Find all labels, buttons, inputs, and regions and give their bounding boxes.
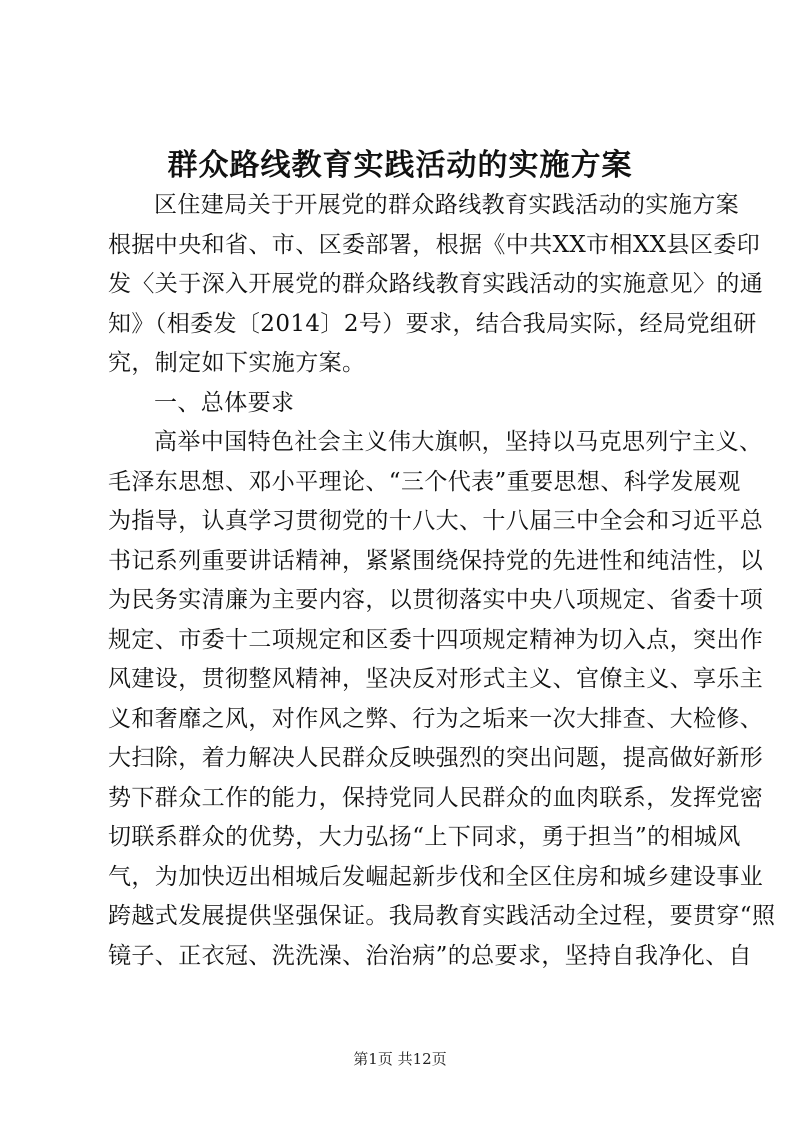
- paragraph-line: 毛泽东思想、邓小平理论、“三个代表”重要思想、科学发展观: [108, 468, 741, 495]
- paragraph-line: 发〈关于深入开展党的群众路线教育实践活动的实施意见〉的通: [108, 271, 764, 297]
- paragraph-line: 风建设，贯彻整风精神，坚决反对形式主义、官僚主义、享乐主: [108, 666, 764, 692]
- paragraph-line: 知》（相委发〔2014〕2号）要求，结合我局实际，经局党组研: [108, 310, 757, 337]
- paragraph-line: 高举中国特色社会主义伟大旗帜，坚持以马克思列宁主义、: [154, 429, 763, 455]
- paragraph-line: 区住建局关于开展党的群众路线教育实践活动的实施方案: [154, 192, 739, 218]
- paragraph-line: 究，制定如下实施方案。: [108, 350, 366, 376]
- document-body: [108, 186, 776, 976]
- paragraph-line: 切联系群众的优势，大力弘扬“上下同求，勇于担当”的相城风: [108, 824, 741, 850]
- paragraph-line: 跨越式发展提供坚强保证。我局教育实践活动全过程，要贯穿“照: [108, 903, 776, 929]
- paragraph-line: 义和奢靡之风，对作风之弊、行为之垢来一次大排查、大检修、: [108, 705, 764, 732]
- paragraph-line: 书记系列重要讲话精神，紧紧围绕保持党的先进性和纯洁性，以: [108, 547, 764, 574]
- paragraph-line: 为民务实清廉为主要内容，以贯彻落实中央八项规定、省委十项: [108, 587, 764, 613]
- paragraph-line: 规定、市委十二项规定和区委十四项规定精神为切入点，突出作: [108, 626, 764, 653]
- document-title: 群众路线教育实践活动的实施方案: [167, 148, 633, 183]
- paragraph-line: 势下群众工作的能力，保持党同人民群众的血肉联系，发挥党密: [108, 784, 764, 811]
- paragraph-line: 为指导，认真学习贯彻党的十八大、十八届三中全会和习近平总: [108, 508, 764, 534]
- paragraph-line: 大扫除，着力解决人民群众反映强烈的突出问题，提高做好新形: [108, 745, 764, 771]
- page-number-footer: 第1页 共12页: [353, 1050, 447, 1068]
- paragraph-line: 镜子、正衣冠、洗洗澡、治治病”的总要求，坚持自我净化、自: [108, 942, 752, 969]
- section-heading: 一、总体要求: [154, 389, 295, 416]
- paragraph-line: 气，为加快迈出相城后发崛起新步伐和全区住房和城乡建设事业: [108, 863, 764, 890]
- paragraph-line: 根据中央和省、市、区委部署，根据《中共XX市相XX县区委印: [108, 231, 761, 258]
